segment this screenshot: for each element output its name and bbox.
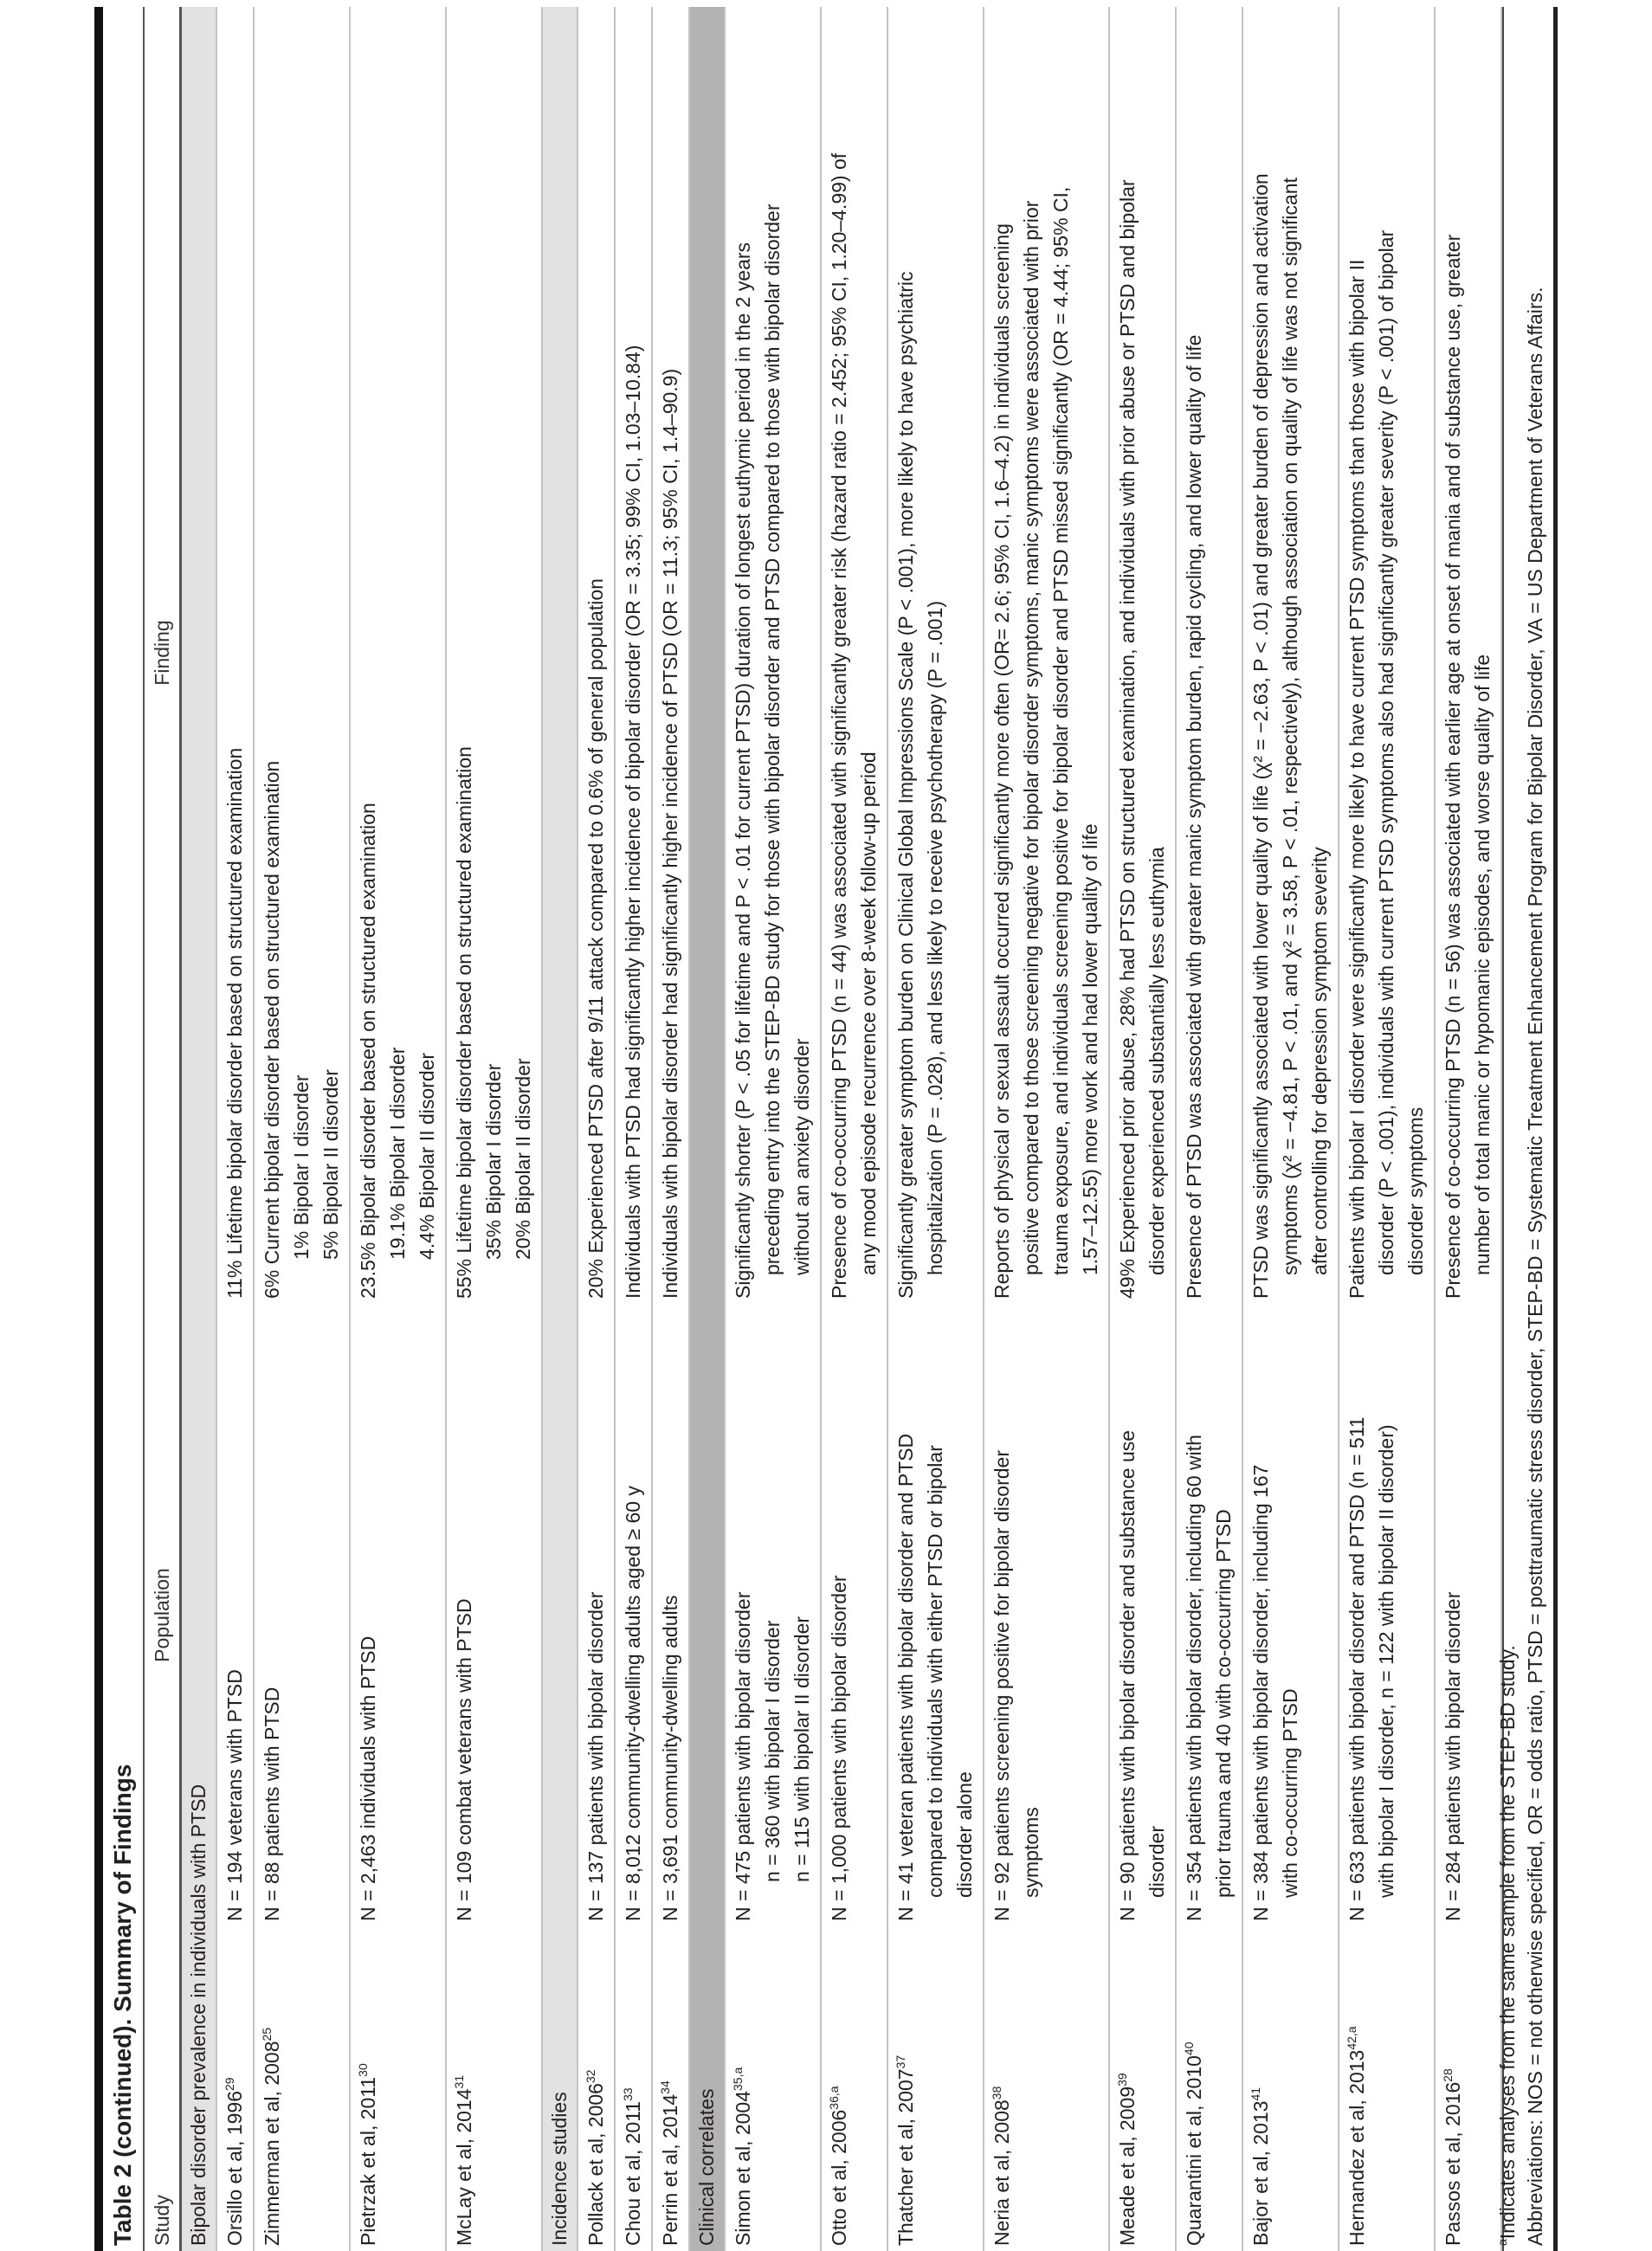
population-line: disorder alone — [953, 1771, 976, 1898]
finding-cell — [728, 7, 816, 1304]
reference-superscript: 39 — [1115, 2073, 1129, 2087]
finding-cell — [1246, 7, 1334, 1304]
population-line: N = 90 patients with bipolar disorder and substance use — [1116, 1429, 1139, 1921]
finding-cell — [257, 7, 345, 1304]
table-row — [217, 7, 255, 2251]
study-name: Meade et al, 2009 — [1116, 2086, 1139, 2246]
population-line: N = 41 veteran patients with bipolar disorder and PTSD — [894, 1433, 917, 1921]
finding-line: symptoms (χ² = −4.81, P < .01, and χ² = 3.58, P < .01, respectively), although association on quality of life was not significant — [1279, 177, 1301, 1275]
reference-superscript: 29 — [223, 2077, 236, 2092]
population-cell — [1438, 1304, 1497, 1926]
study-name: Quarantini et al, 2010 — [1183, 2055, 1205, 2246]
bottom-rule — [1553, 7, 1558, 2251]
study-name: Perrin et al, 2014 — [659, 2093, 681, 2246]
study-cell — [257, 1926, 345, 2251]
study-cell — [1113, 1926, 1171, 2251]
population-line: with bipolar I disorder, n = 122 with bipolar II disorder) — [1375, 1424, 1397, 1898]
footnote-a — [1494, 287, 1521, 2246]
population-cell — [987, 1304, 1105, 1926]
header-study: Study — [151, 2195, 173, 2246]
population-line: N = 633 patients with bipolar disorder and PTSD (n = 511 — [1345, 1416, 1368, 1921]
study-cell — [1438, 1926, 1497, 2251]
table-row — [984, 7, 1110, 2251]
study-cell — [449, 1926, 538, 2251]
table-row — [351, 7, 447, 2251]
population-cell — [449, 1304, 538, 1926]
finding-line: preceding entry into the STEP-BD study for those with bipolar disorder and PTSD compared to those with bipolar disorder — [761, 203, 784, 1275]
population-line: N = 194 veterans with PTSD — [223, 1669, 246, 1921]
reference-superscript: 30 — [356, 2063, 370, 2077]
finding-line: Presence of co-occurring PTSD (n = 44) was associated with significantly greater risk (hazard ratio = 2.452; 95% CI, 1.20–4.99) of — [828, 152, 850, 1299]
study-name: Pollack et al, 2006 — [584, 2083, 607, 2246]
study-cell — [728, 1926, 816, 2251]
study-name: McLay et al, 2014 — [453, 2088, 475, 2246]
finding-line: without an anxiety disorder — [791, 1038, 813, 1275]
population-line: N = 109 combat veterans with PTSD — [453, 1598, 475, 1921]
population-cell — [1179, 1304, 1238, 1926]
table-row — [255, 7, 351, 2251]
finding-line: Patients with bipolar I disorder were significantly more likely to have current PTSD symptoms than those with bipolar II — [1345, 259, 1368, 1299]
population-cell — [581, 1304, 610, 1926]
finding-line: 4.4% Bipolar II disorder — [416, 1052, 438, 1260]
study-cell — [1342, 1926, 1430, 2251]
finding-line: 1.57–12.55) more work and had lower quality of life — [1079, 823, 1101, 1275]
population-line: disorder — [1145, 1825, 1168, 1898]
reference-superscript: 38 — [990, 2086, 1003, 2100]
table-row — [1243, 7, 1339, 2251]
population-line: N = 137 patients with bipolar disorder — [584, 1591, 607, 1921]
finding-line: 19.1% Bipolar I disorder — [386, 1047, 409, 1260]
section-row: Bipolar disorder prevalence in individuals with PTSD — [182, 7, 217, 2251]
reference-superscript: 28 — [1441, 2068, 1455, 2082]
header-finding: Finding — [151, 620, 173, 686]
population-line: prior trauma and 40 with co-occurring PTSD — [1212, 1509, 1235, 1898]
finding-line: any mood episode recurrence over 8-week follow-up period — [857, 751, 880, 1275]
finding-line: 49% Experienced prior abuse, 28% had PTSD on structured examination, and individuals with prior abuse or PTSD and bipolar — [1116, 179, 1139, 1299]
table-row — [726, 7, 822, 2251]
study-cell — [353, 1926, 442, 2251]
table-row — [822, 7, 888, 2251]
population-cell — [655, 1304, 685, 1926]
finding-line: Individuals with PTSD had significantly higher incidence of bipolar disorder (OR = 3.35; 99% CI, 1.03–10.84) — [622, 345, 644, 1299]
finding-line: 55% Lifetime bipolar disorder based on structured examination — [453, 746, 475, 1299]
population-line: N = 3,691 community-dwelling adults — [659, 1595, 681, 1921]
study-name: Thatcher et al, 2007 — [894, 2068, 917, 2246]
population-line: N = 284 patients with bipolar disorder — [1442, 1591, 1464, 1921]
population-line: N = 384 patients with bipolar disorder, including 167 — [1249, 1464, 1272, 1921]
population-cell — [728, 1304, 816, 1926]
finding-cell — [891, 7, 979, 1304]
population-line: N = 88 patients with PTSD — [261, 1687, 283, 1921]
finding-cell — [353, 7, 442, 1304]
finding-line: Significantly shorter (P < .05 for lifetime and P < .01 for current PTSD) duration of longest euthymic period in the 2 years — [732, 242, 754, 1299]
study-cell — [1179, 1926, 1238, 2251]
finding-line: 35% Bipolar I disorder — [482, 1063, 505, 1260]
finding-cell — [449, 7, 538, 1304]
population-line: symptoms — [1020, 1807, 1042, 1898]
finding-line: 20% Experienced PTSD after 9/11 attack compared to 0.6% of general population — [584, 578, 607, 1299]
population-cell — [618, 1304, 648, 1926]
reference-superscript: 41 — [1249, 2087, 1262, 2101]
reference-superscript: 42,a — [1345, 2026, 1358, 2050]
population-line: with co-occurring PTSD — [1279, 1688, 1301, 1898]
study-name: Bajor et al, 2013 — [1249, 2100, 1272, 2246]
population-cell — [1246, 1304, 1334, 1926]
finding-line: PTSD was significantly associated with lower quality of life (χ² = −2.63, P < .01) and greater burden of depression and activation — [1249, 173, 1272, 1299]
population-line: compared to individuals with either PTSD or bipolar — [924, 1445, 946, 1898]
finding-line: 5% Bipolar II disorder — [319, 1069, 342, 1260]
table-body — [182, 7, 1504, 2251]
finding-cell — [824, 7, 883, 1304]
section-row: Incidence studies — [543, 7, 578, 2251]
finding-line: positive compared to those screening negative for bipolar disorder symptoms, manic symptoms were associated with prior — [1020, 200, 1042, 1275]
finding-line: 11% Lifetime bipolar disorder based on structured examination — [223, 747, 246, 1299]
population-line: N = 92 patients screening positive for bipolar disorder — [991, 1450, 1013, 1921]
study-name: Orsillo et al, 1996 — [223, 2091, 246, 2246]
population-line: N = 1,000 patients with bipolar disorder — [828, 1575, 850, 1921]
population-cell — [220, 1304, 249, 1926]
finding-line: after controlling for depression symptom severity — [1308, 847, 1331, 1275]
footnote-text: Indicates analyses from the same sample from the STEP-BD study. — [1496, 1645, 1519, 2240]
population-cell — [1113, 1304, 1171, 1926]
finding-cell — [655, 7, 685, 1304]
finding-line: Reports of physical or sexual assault occurred significantly more often (OR= 2.6; 95% CI, 1.6–4.2) in individuals screening — [991, 223, 1013, 1299]
finding-cell — [1179, 7, 1238, 1304]
study-name: Zimmerman et al, 2008 — [261, 2041, 283, 2246]
population-line: n = 360 with bipolar I disorder — [761, 1620, 784, 1882]
study-cell — [220, 1926, 249, 2251]
table-header-row — [145, 7, 182, 2251]
finding-line: hospitalization (P = .028), and less likely to receive psychotherapy (P = .001) — [924, 600, 946, 1275]
finding-line: trauma exposure, and individuals screening positive for bipolar disorder and PTSD missed significantly (OR = 4.44; 95% CI, — [1049, 186, 1072, 1275]
population-cell — [353, 1304, 442, 1926]
finding-cell — [1342, 7, 1430, 1304]
finding-line: 23.5% Bipolar disorder based on structured examination — [357, 803, 379, 1299]
reference-superscript: 40 — [1182, 2041, 1196, 2056]
footnote-marker: a — [1495, 2239, 1509, 2246]
table-row — [653, 7, 690, 2251]
finding-line: Individuals with bipolar disorder had significantly higher incidence of PTSD (OR = 11.3; 95% CI, 1.4–90.9) — [659, 368, 681, 1299]
population-cell — [824, 1304, 883, 1926]
finding-cell — [618, 7, 648, 1304]
table-row — [447, 7, 543, 2251]
abbreviations-note: Abbreviations: NOS = not otherwise specified, OR = odds ratio, PTSD = posttraumatic stress disorder, STEP-BD = Systematic Treatment Enhancement Program for Bipolar Disorder, VA = US Department of Veterans Affairs. — [1524, 287, 1546, 2246]
reference-superscript: 31 — [452, 2074, 466, 2089]
finding-cell — [581, 7, 610, 1304]
table-title: Table 2 (continued). Summary of Findings — [109, 1764, 136, 2246]
finding-line: number of total manic or hypomanic episodes, and worse quality of life — [1471, 654, 1494, 1275]
finding-line: Significantly greater symptom burden on Clinical Global Impressions Scale (P < .001), more likely to have psychiatric — [894, 271, 917, 1299]
study-cell — [618, 1926, 648, 2251]
table-row — [616, 7, 653, 2251]
finding-cell — [987, 7, 1105, 1304]
study-cell — [891, 1926, 979, 2251]
findings-table — [143, 7, 1504, 2251]
finding-line: disorder symptoms — [1404, 1106, 1427, 1275]
population-line: N = 354 patients with bipolar disorder, including 60 with — [1183, 1435, 1205, 1921]
finding-line: disorder experienced substantially less euthymia — [1145, 847, 1168, 1275]
finding-line: 6% Current bipolar disorder based on structured examination — [261, 760, 283, 1299]
study-cell — [581, 1926, 610, 2251]
study-name: Pietrzak et al, 2011 — [357, 2076, 379, 2246]
finding-line: Presence of PTSD was associated with greater manic symptom burden, rapid cycling, and lower quality of life — [1183, 334, 1205, 1299]
reference-superscript: 25 — [260, 2027, 274, 2041]
population-line: N = 475 patients with bipolar disorder — [732, 1591, 754, 1921]
finding-line: disorder (P < .001), individuals with current PTSD symptoms also had significantly greater severity (P < .001) of bipolar — [1375, 229, 1397, 1275]
population-cell — [257, 1304, 345, 1926]
finding-line: 20% Bipolar II disorder — [512, 1058, 534, 1260]
table-row — [1110, 7, 1177, 2251]
study-cell — [987, 1926, 1105, 2251]
reference-superscript: 35,a — [731, 2067, 745, 2091]
footnotes — [1494, 287, 1549, 2246]
population-line: N = 8,012 community-dwelling adults aged ≥ 60 y — [622, 1486, 644, 1921]
table-row — [888, 7, 984, 2251]
finding-cell — [1113, 7, 1171, 1304]
table-row — [1339, 7, 1436, 2251]
reference-superscript: 32 — [584, 2069, 597, 2084]
study-cell — [1246, 1926, 1334, 2251]
reference-superscript: 33 — [621, 2087, 635, 2101]
study-name: Chou et al, 2011 — [622, 2100, 644, 2246]
study-name: Otto et al, 2006 — [828, 2109, 850, 2246]
section-row: Clinical correlates — [690, 7, 726, 2251]
finding-line: 1% Bipolar I disorder — [290, 1074, 313, 1260]
study-cell — [824, 1926, 883, 2251]
table-row — [578, 7, 616, 2251]
table-row — [1177, 7, 1243, 2251]
population-line: n = 115 with bipolar II disorder — [791, 1616, 813, 1882]
population-line: N = 2,463 individuals with PTSD — [357, 1635, 379, 1921]
population-cell — [1342, 1304, 1430, 1926]
rotated-table-page — [87, 7, 1567, 2251]
reference-superscript: 37 — [894, 2054, 907, 2069]
finding-cell — [220, 7, 249, 1304]
study-cell — [655, 1926, 685, 2251]
table-row — [1436, 7, 1502, 2251]
study-name: Neria et al, 2008 — [991, 2099, 1013, 2246]
study-name: Hernandez et al, 2013 — [1345, 2049, 1368, 2246]
reference-superscript: 36,a — [827, 2086, 841, 2110]
top-rule — [94, 7, 103, 2251]
header-population: Population — [151, 1568, 173, 1662]
reference-superscript: 34 — [658, 2080, 672, 2094]
finding-cell — [1438, 7, 1497, 1304]
study-name: Passos et al, 2016 — [1442, 2081, 1464, 2246]
population-cell — [891, 1304, 979, 1926]
study-name: Simon et al, 2004 — [732, 2090, 754, 2246]
finding-line: Presence of co-occurring PTSD (n = 56) was associated with earlier age at onset of mania and of substance use, greater — [1442, 234, 1464, 1299]
